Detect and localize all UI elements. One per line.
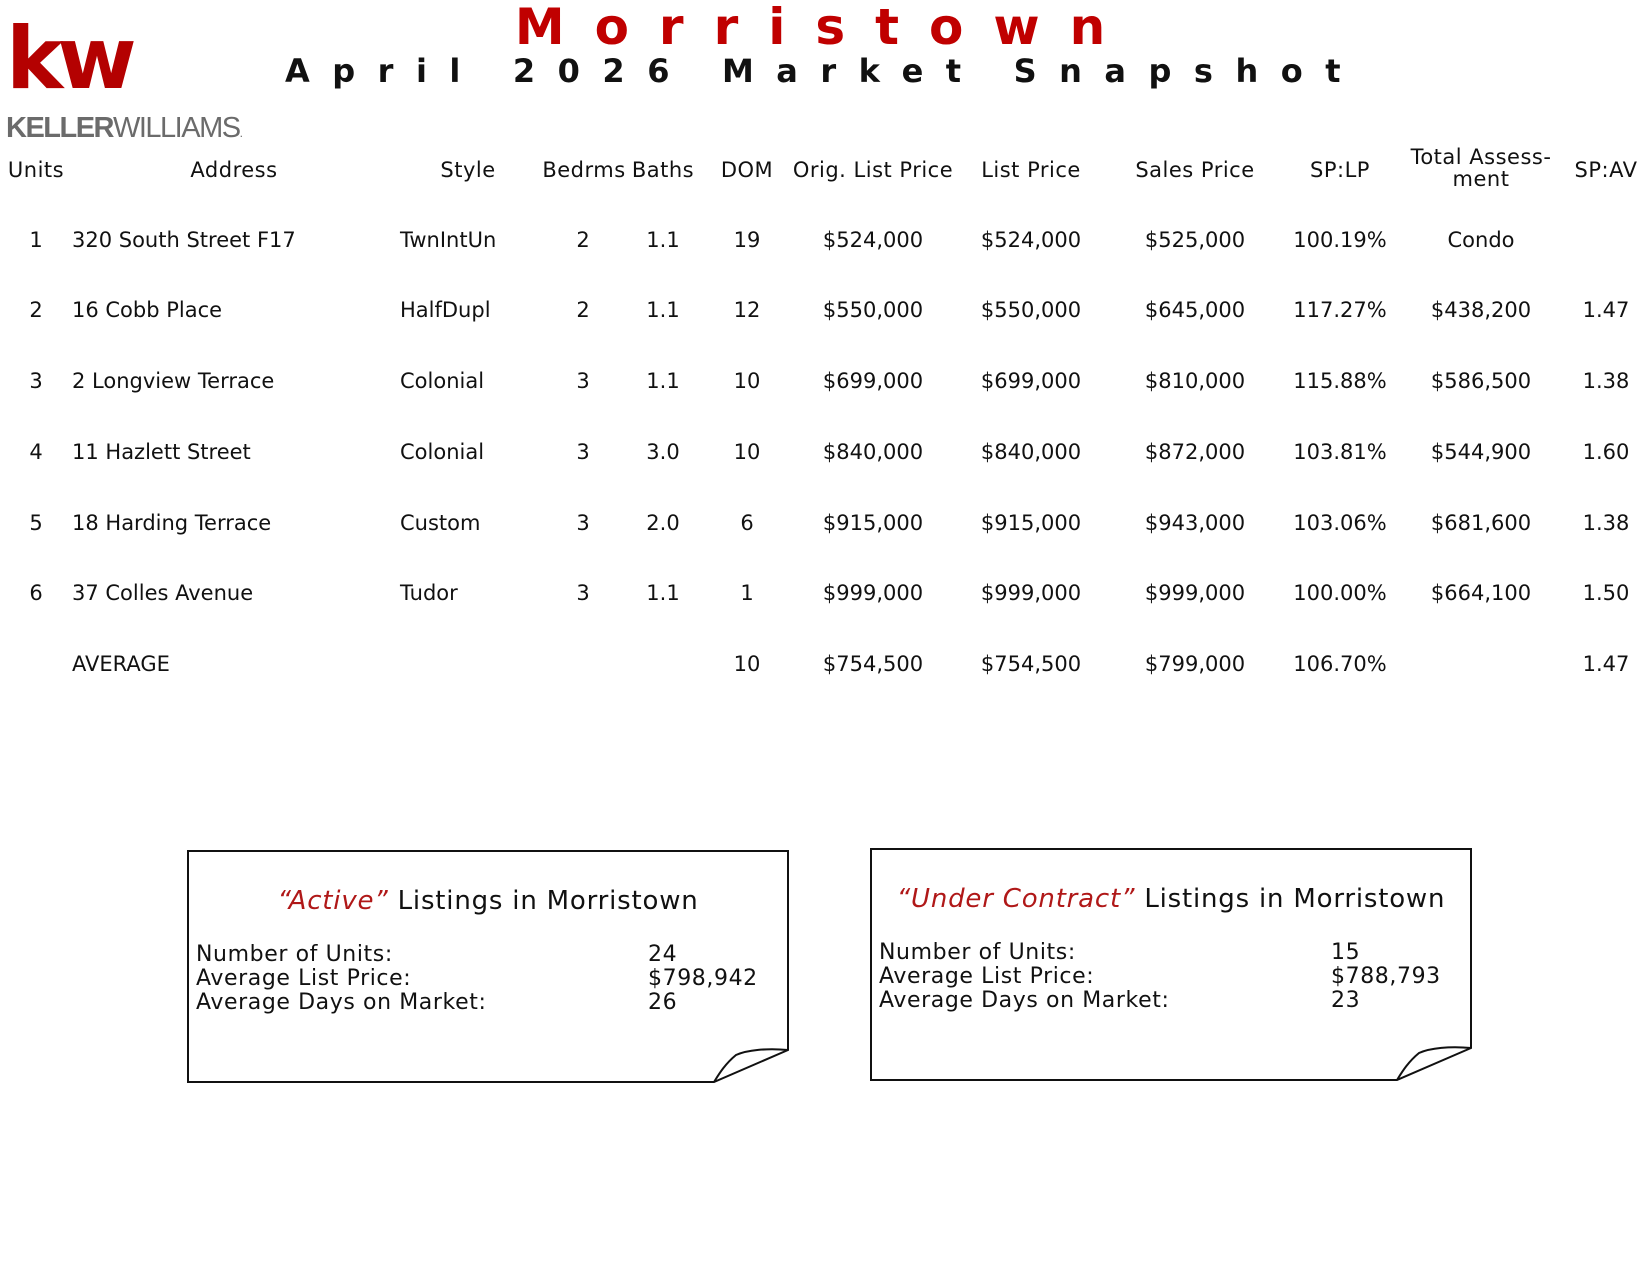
contract-avg-dom-label: Average Days on Market: bbox=[879, 988, 1170, 1013]
cell-sales-price: $810,000 bbox=[1144, 369, 1246, 393]
contract-avg-price-label: Average List Price: bbox=[879, 964, 1095, 989]
cell-dom: 6 bbox=[740, 511, 754, 535]
cell-sales-price: $943,000 bbox=[1144, 511, 1246, 535]
average-sp-av: 1.47 bbox=[1582, 652, 1630, 676]
cell-orig-list-price: $550,000 bbox=[822, 298, 924, 322]
cell-dom: 12 bbox=[733, 298, 761, 322]
cell-bedrooms: 3 bbox=[576, 581, 590, 605]
cell-dom: 10 bbox=[733, 440, 761, 464]
cell-list-price: $699,000 bbox=[980, 369, 1082, 393]
active-units-value: 24 bbox=[648, 942, 678, 967]
subtitle-word-month: April bbox=[285, 52, 483, 90]
cell-sales-price: $525,000 bbox=[1144, 228, 1246, 252]
cell-style: Colonial bbox=[400, 440, 485, 464]
col-header-bedrooms: Bedrms bbox=[542, 158, 626, 182]
cell-baths: 1.1 bbox=[646, 581, 680, 605]
cell-bedrooms: 2 bbox=[576, 298, 590, 322]
cell-sp-av: 1.38 bbox=[1582, 369, 1630, 393]
cell-unit: 2 bbox=[29, 298, 43, 322]
kw-logo-mark: kw bbox=[6, 9, 131, 109]
cell-unit: 5 bbox=[29, 511, 43, 535]
cell-list-price: $550,000 bbox=[980, 298, 1082, 322]
cell-sp-av: 1.50 bbox=[1582, 581, 1630, 605]
col-header-dom: DOM bbox=[720, 158, 774, 182]
cell-orig-list-price: $999,000 bbox=[822, 581, 924, 605]
active-box-title-rest: Listings in Morristown bbox=[388, 886, 699, 916]
cell-list-price: $999,000 bbox=[980, 581, 1082, 605]
cell-style: Colonial bbox=[400, 369, 485, 393]
cell-orig-list-price: $524,000 bbox=[822, 228, 924, 252]
cell-unit: 4 bbox=[29, 440, 43, 464]
col-header-units: Units bbox=[7, 158, 65, 182]
cell-sp-av: 1.47 bbox=[1582, 298, 1630, 322]
cell-total-assessment: Condo bbox=[1447, 228, 1515, 252]
col-header-total-assessment-line1: Total Assess- bbox=[1410, 145, 1552, 169]
subtitle-word-year: 2026 bbox=[512, 52, 692, 90]
cell-address: 2 Longview Terrace bbox=[72, 369, 275, 393]
cell-unit: 6 bbox=[29, 581, 43, 605]
cell-total-assessment: $438,200 bbox=[1430, 298, 1532, 322]
cell-style: Custom bbox=[400, 511, 481, 535]
col-header-sp-lp: SP:LP bbox=[1310, 158, 1370, 182]
cell-address: 37 Colles Avenue bbox=[72, 581, 254, 605]
cell-baths: 1.1 bbox=[646, 228, 680, 252]
cell-style: HalfDupl bbox=[400, 298, 491, 322]
cell-sp-lp: 100.00% bbox=[1293, 581, 1387, 605]
cell-orig-list-price: $915,000 bbox=[822, 511, 924, 535]
cell-total-assessment: $681,600 bbox=[1430, 511, 1532, 535]
col-header-total-assessment bbox=[1411, 146, 1552, 190]
cell-sp-av: 1.38 bbox=[1582, 511, 1630, 535]
cell-style: Tudor bbox=[400, 581, 458, 605]
average-label: AVERAGE bbox=[72, 652, 170, 676]
average-list-price: $754,500 bbox=[980, 652, 1082, 676]
col-header-sales-price: Sales Price bbox=[1135, 158, 1255, 182]
cell-baths: 3.0 bbox=[646, 440, 680, 464]
cell-bedrooms: 3 bbox=[576, 511, 590, 535]
cell-bedrooms: 2 bbox=[576, 228, 590, 252]
col-header-sp-av: SP:AV bbox=[1574, 158, 1638, 182]
contract-box-title bbox=[870, 884, 1472, 914]
contract-avg-dom-value: 23 bbox=[1331, 988, 1361, 1013]
contract-units-value: 15 bbox=[1331, 940, 1361, 965]
active-listings-box bbox=[187, 850, 789, 1084]
contract-avg-price-value: $788,793 bbox=[1331, 964, 1441, 989]
cell-address: 11 Hazlett Street bbox=[72, 440, 251, 464]
page-title: Morristown bbox=[514, 0, 1136, 56]
col-header-baths: Baths bbox=[631, 158, 695, 182]
average-dom: 10 bbox=[733, 652, 761, 676]
active-avg-price-value: $798,942 bbox=[648, 966, 758, 991]
cell-dom: 10 bbox=[733, 369, 761, 393]
logo-name-bold: KELLER bbox=[6, 112, 113, 144]
contract-box-title-highlight: “Under Contract” bbox=[896, 884, 1136, 914]
cell-sp-lp: 103.06% bbox=[1293, 511, 1387, 535]
cell-total-assessment: $544,900 bbox=[1430, 440, 1532, 464]
cell-sales-price: $999,000 bbox=[1144, 581, 1246, 605]
cell-bedrooms: 3 bbox=[576, 369, 590, 393]
active-box-title bbox=[187, 886, 789, 916]
logo-name-thin: WILLIAMS bbox=[113, 112, 240, 144]
cell-sp-av: 1.60 bbox=[1582, 440, 1630, 464]
cell-unit: 1 bbox=[29, 228, 43, 252]
cell-sales-price: $645,000 bbox=[1144, 298, 1246, 322]
cell-sp-lp: 115.88% bbox=[1293, 369, 1387, 393]
col-header-list-price: List Price bbox=[981, 158, 1081, 182]
cell-sp-lp: 100.19% bbox=[1293, 228, 1387, 252]
col-header-total-assessment-line2: ment bbox=[1452, 167, 1510, 191]
cell-baths: 1.1 bbox=[646, 369, 680, 393]
active-avg-dom-label: Average Days on Market: bbox=[196, 990, 487, 1015]
cell-total-assessment: $586,500 bbox=[1430, 369, 1532, 393]
logo-trademark: . bbox=[239, 126, 242, 140]
cell-address: 16 Cobb Place bbox=[72, 298, 223, 322]
cell-dom: 19 bbox=[733, 228, 761, 252]
cell-style: TwnIntUn bbox=[400, 228, 497, 252]
subtitle-word-market: Market bbox=[721, 52, 984, 90]
subtitle-word-snapshot: Snapshot bbox=[1013, 52, 1364, 90]
active-units-label: Number of Units: bbox=[196, 942, 393, 967]
cell-dom: 1 bbox=[740, 581, 754, 605]
active-avg-dom-value: 26 bbox=[648, 990, 678, 1015]
col-header-address: Address bbox=[190, 158, 278, 182]
cell-orig-list-price: $699,000 bbox=[822, 369, 924, 393]
cell-baths: 2.0 bbox=[646, 511, 680, 535]
average-sales-price: $799,000 bbox=[1144, 652, 1246, 676]
cell-total-assessment: $664,100 bbox=[1430, 581, 1532, 605]
col-header-style: Style bbox=[440, 158, 496, 182]
active-avg-price-label: Average List Price: bbox=[196, 966, 412, 991]
active-box-title-highlight: “Active” bbox=[277, 886, 389, 916]
cell-orig-list-price: $840,000 bbox=[822, 440, 924, 464]
cell-bedrooms: 3 bbox=[576, 440, 590, 464]
col-header-orig-list-price: Orig. List Price bbox=[792, 158, 954, 182]
average-orig-list-price: $754,500 bbox=[822, 652, 924, 676]
cell-list-price: $840,000 bbox=[980, 440, 1082, 464]
cell-address: 18 Harding Terrace bbox=[72, 511, 272, 535]
cell-address: 320 South Street F17 bbox=[72, 228, 296, 252]
contract-units-label: Number of Units: bbox=[879, 940, 1076, 965]
average-sp-lp: 106.70% bbox=[1293, 652, 1387, 676]
cell-list-price: $915,000 bbox=[980, 511, 1082, 535]
contract-box-title-rest: Listings in Morristown bbox=[1135, 884, 1446, 914]
cell-sp-lp: 117.27% bbox=[1293, 298, 1387, 322]
cell-sales-price: $872,000 bbox=[1144, 440, 1246, 464]
cell-baths: 1.1 bbox=[646, 298, 680, 322]
cell-list-price: $524,000 bbox=[980, 228, 1082, 252]
cell-unit: 3 bbox=[29, 369, 43, 393]
cell-sp-lp: 103.81% bbox=[1293, 440, 1387, 464]
under-contract-listings-box bbox=[870, 848, 1472, 1082]
